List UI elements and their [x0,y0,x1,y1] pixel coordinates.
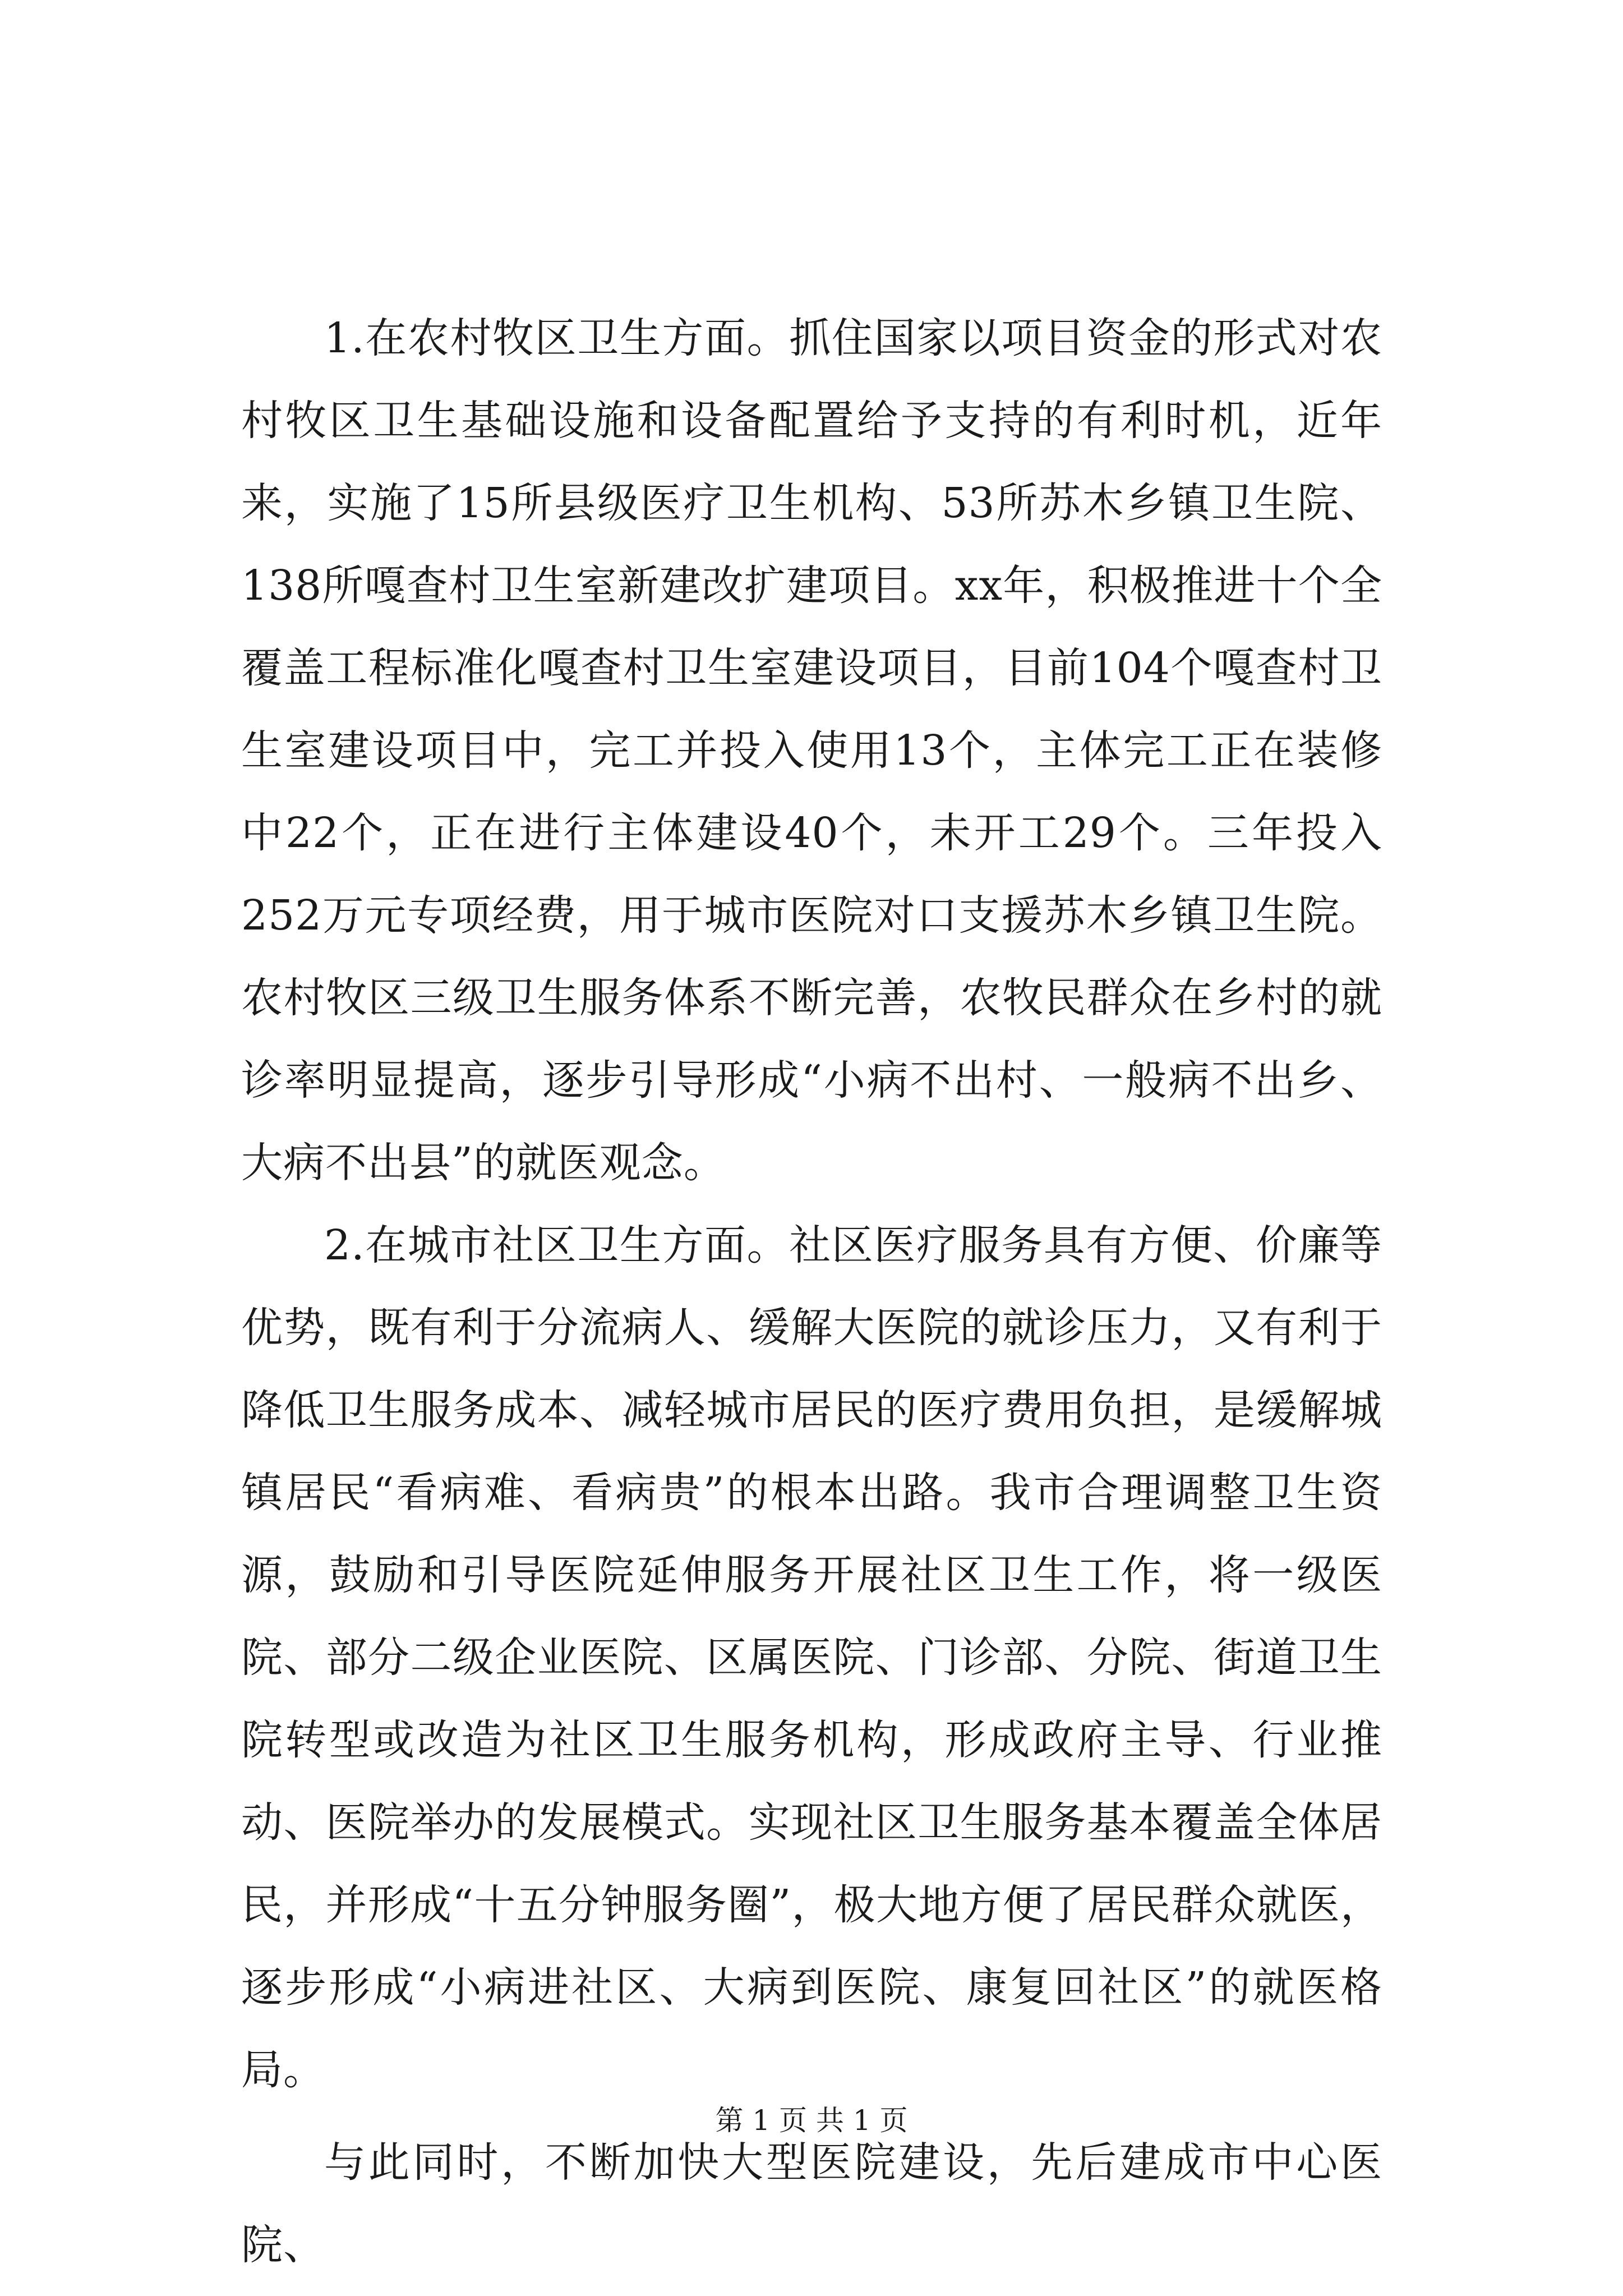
paragraph-hospital-construction: 与此同时，不断加快大型医院建设，先后建成市中心医院、 [241,2138,1382,2269]
page-footer: 第 1 页 共 1 页 [715,2104,908,2137]
paragraph-rural-health: 1.在农村牧区卫生方面。抓住国家以项目资金的形式对农村牧区卫生基础设施和设备配置给予支持的有利时机，近年来，实施了15所县级医疗卫生机构、53所苏木乡镇卫生院、138所嘎查村卫生室新建改扩建项目。xx年，积极推进十个全覆盖工程标准化嘎查村卫生室建设项目，目前104个嘎查村卫生室建设项目中，完工并投入使用13个，主体完工正在装修中22个，正在进行主体建设40个，未开工29个。三年投入252万元专项经费，用于城市医院对口支援苏木乡镇卫生院。农村牧区三级卫生服务体系不断完善，农牧民群众在乡村的就诊率明显提高，逐步引导形成“小病不出村、一般病不出乡、大病不出县”的就医观念。 [241,314,1382,1187]
document-body [241,297,1382,2286]
paragraph-urban-community-health: 2.在城市社区卫生方面。社区医疗服务具有方便、价廉等优势，既有利于分流病人、缓解大医院的就诊压力，又有利于降低卫生服务成本、减轻城市居民的医疗费用负担，是缓解城镇居民“看病难、看病贵”的根本出路。我市合理调整卫生资源，鼓励和引导医院延伸服务开展社区卫生工作，将一级医院、部分二级企业医院、区属医院、门诊部、分院、街道卫生院转型或改造为社区卫生服务机构，形成政府主导、行业推动、医院举办的发展模式。实现社区卫生服务基本覆盖全体居民，并形成“十五分钟服务圈”，极大地方便了居民群众就医，逐步形成“小病进社区、大病到医院、康复回社区”的就医格局。 [241,1221,1382,2094]
